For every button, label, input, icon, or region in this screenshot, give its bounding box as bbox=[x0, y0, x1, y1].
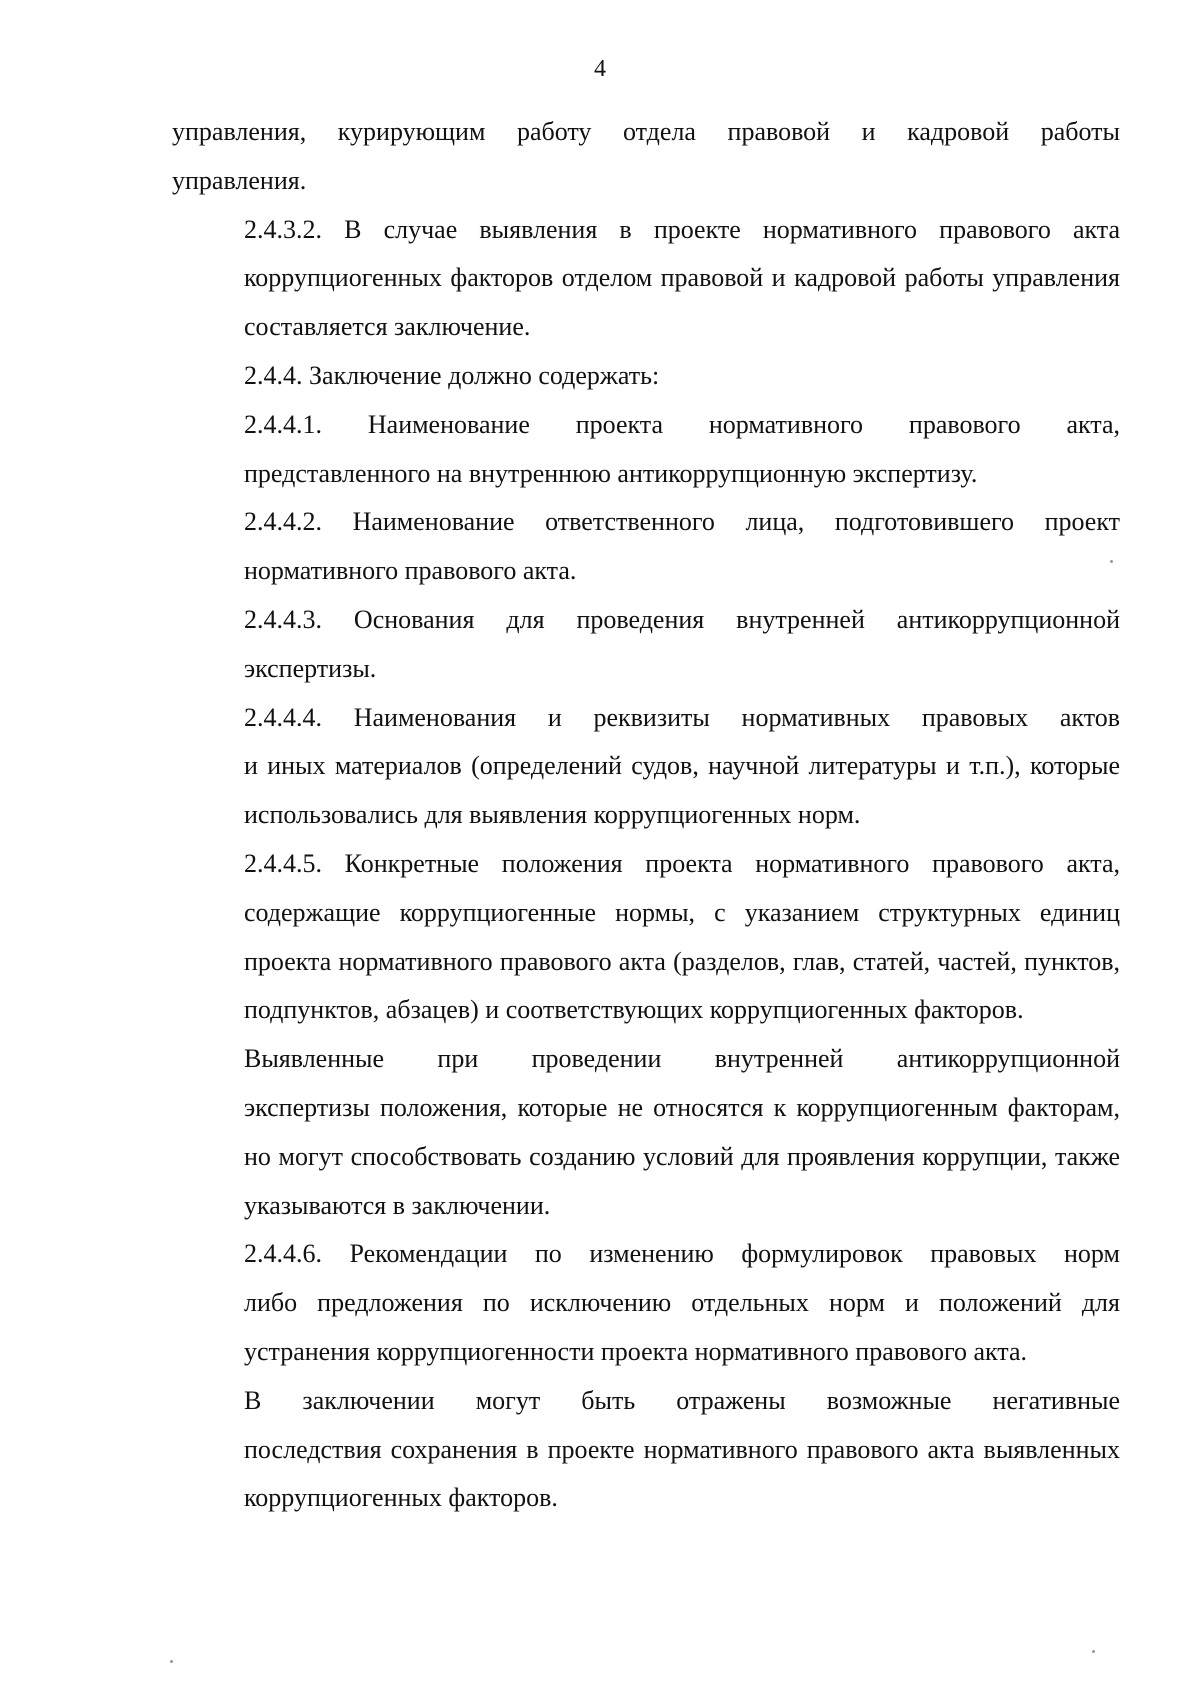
text-line: указываются в заключении. bbox=[244, 1190, 551, 1220]
text-line: но могут способствовать созданию условий для проявления коррупции, также bbox=[244, 1141, 1120, 1171]
text-line: 2.4.4.1. Наименование проекта нормативного правового акта, bbox=[244, 409, 1120, 439]
page-number: 4 bbox=[594, 56, 606, 82]
text-line: 2.4.4.6. Рекомендации по изменению формулировок правовых норм bbox=[244, 1239, 1120, 1269]
paragraph bbox=[172, 1035, 1120, 1230]
text-line: и иных материалов (определений судов, научной литературы и т.п.), которые bbox=[244, 751, 1120, 781]
text-line: 2.4.3.2. В случае выявления в проекте нормативного правового акта bbox=[244, 214, 1120, 244]
paragraph bbox=[172, 352, 1120, 401]
text-line: представленного на внутреннюю антикоррупционную экспертизу. bbox=[244, 458, 978, 488]
paragraph bbox=[172, 401, 1120, 499]
text-line: проекта нормативного правового акта (разделов, глав, статей, частей, пунктов, bbox=[244, 946, 1120, 976]
text-line: управления. bbox=[172, 165, 307, 195]
text-line: 2.4.4.2. Наименование ответственного лица, подготовившего проект bbox=[244, 507, 1120, 537]
text-line: 2.4.4.3. Основания для проведения внутренней антикоррупционной bbox=[244, 604, 1120, 634]
text-line: коррупциогенных факторов. bbox=[244, 1483, 558, 1513]
text-line: 2.4.4. Заключение должно содержать: bbox=[244, 360, 660, 390]
text-line: экспертизы положения, которые не относятся к коррупциогенным факторам, bbox=[244, 1092, 1120, 1122]
text-line: коррупциогенных факторов отделом правовой и кадровой работы управления bbox=[244, 263, 1120, 293]
text-line: экспертизы. bbox=[244, 653, 377, 683]
text-line: Выявленные при проведении внутренней антикоррупционной bbox=[244, 1044, 1120, 1074]
text-line: использовались для выявления коррупциогенных норм. bbox=[244, 800, 861, 830]
paragraph bbox=[172, 206, 1120, 352]
text-line: В заключении могут быть отражены возможные негативные bbox=[244, 1385, 1120, 1415]
text-line: подпунктов, абзацев) и соответствующих коррупциогенных факторов. bbox=[244, 995, 1024, 1025]
paragraph bbox=[172, 840, 1120, 1035]
paragraph bbox=[172, 498, 1120, 596]
paragraph bbox=[172, 1230, 1120, 1376]
paragraph bbox=[172, 1377, 1120, 1523]
scan-speck bbox=[1092, 1650, 1095, 1653]
paragraph bbox=[172, 596, 1120, 694]
text-line: либо предложения по исключению отдельных норм и положений для bbox=[244, 1288, 1120, 1318]
text-line: составляется заключение. bbox=[244, 312, 531, 342]
text-line: содержащие коррупциогенные нормы, с указанием структурных единиц bbox=[244, 897, 1120, 927]
text-line: 2.4.4.4. Наименования и реквизиты нормативных правовых актов bbox=[244, 702, 1120, 732]
paragraph bbox=[172, 694, 1120, 840]
text-line: нормативного правового акта. bbox=[244, 556, 577, 586]
paragraph bbox=[172, 108, 1120, 206]
document-body bbox=[172, 108, 1120, 1523]
text-line: устранения коррупциогенности проекта нормативного правового акта. bbox=[244, 1336, 1028, 1366]
text-line: управления, курирующим работу отдела правовой и кадровой работы bbox=[172, 117, 1120, 146]
scan-speck bbox=[1110, 560, 1113, 563]
text-line: 2.4.4.5. Конкретные положения проекта нормативного правового акта, bbox=[244, 848, 1120, 878]
scan-speck bbox=[170, 1660, 173, 1663]
text-line: последствия сохранения в проекте нормативного правового акта выявленных bbox=[244, 1434, 1120, 1464]
